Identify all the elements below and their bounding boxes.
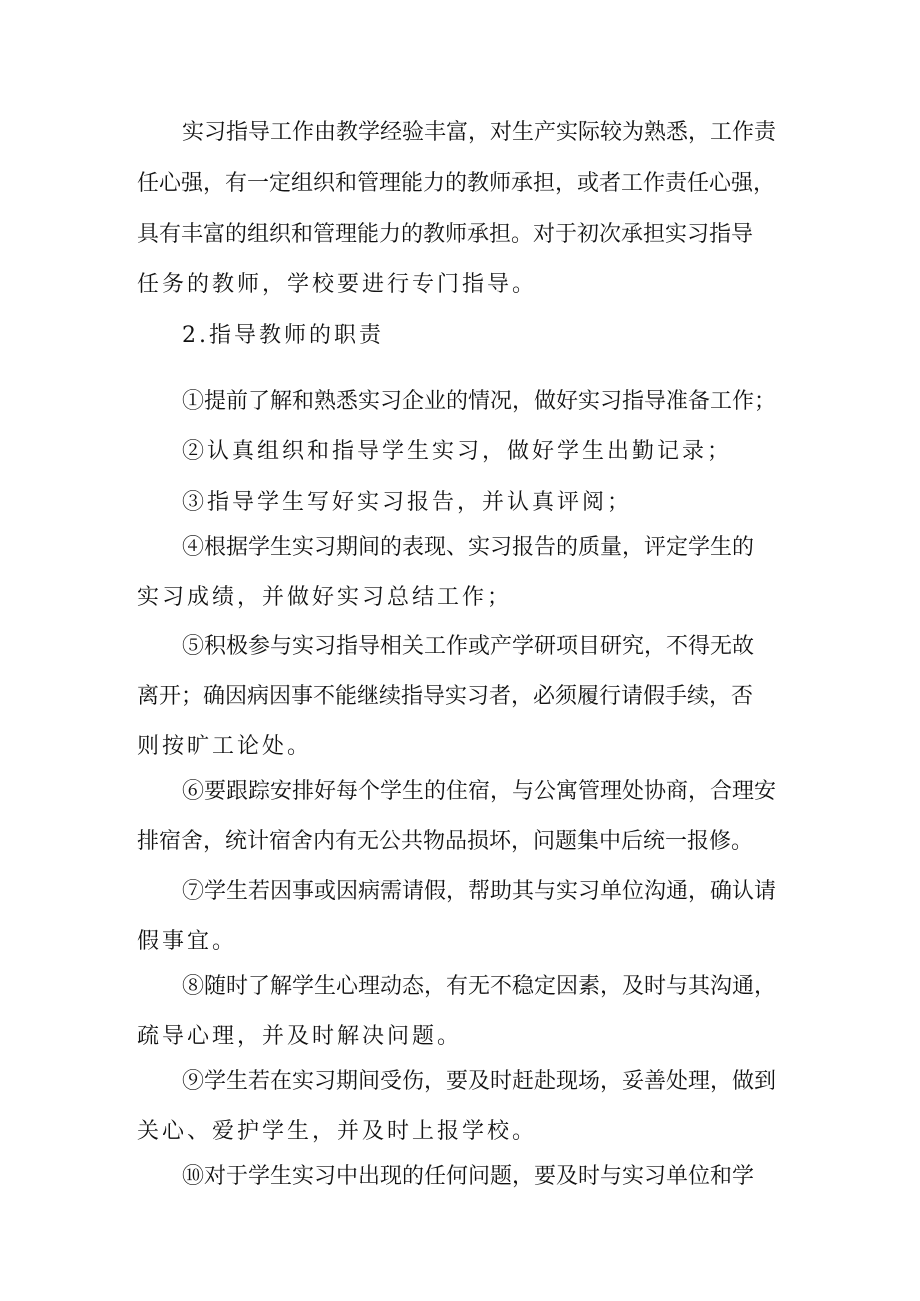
duty-item-5-cont: 离开；确因病因事不能继续指导实习者，必须履行请假手续，否: [137, 684, 754, 709]
duty-item-5-cont: 则按旷工论处。: [137, 734, 313, 759]
paragraph-line: 实习指导工作由教学经验丰富，对生产实际较为熟悉，工作责: [182, 120, 777, 145]
duty-item-5: ⑤积极参与实习指导相关工作或产学研项目研究，不得无故: [182, 634, 755, 659]
duty-item-6-cont: 排宿舍，统计宿舍内有无公共物品损坏，问题集中后统一报修。: [137, 829, 754, 854]
duty-item-8: ⑧随时了解学生心理动态，有无不稳定因素，及时与其沟通，: [182, 974, 777, 999]
duty-item-4-cont: 实习成绩，并做好实习总结工作；: [137, 585, 513, 610]
section-heading: 2.指导教师的职责: [182, 323, 384, 348]
duty-item-7: ⑦学生若因事或因病需请假，帮助其与实习单位沟通，确认请: [182, 879, 777, 904]
duty-item-6: ⑥要跟踪安排好每个学生的住宿，与公寓管理处协商，合理安: [182, 779, 777, 804]
duty-item-1: ①提前了解和熟悉实习企业的情况，做好实习指导准备工作；: [182, 389, 777, 414]
duty-item-9: ⑨学生若在实习期间受伤，要及时赶赴现场，妥善处理，做到: [182, 1069, 777, 1094]
duty-item-8-cont: 疏导心理，并及时解决问题。: [137, 1024, 463, 1049]
paragraph-line: 任心强，有一定组织和管理能力的教师承担，或者工作责任心强，: [137, 171, 776, 196]
duty-item-2: ②认真组织和指导学生实习，做好学生出勤记录；: [182, 439, 733, 464]
duty-item-9-cont: 关心、爱护学生，并及时上报学校。: [137, 1119, 538, 1144]
duty-item-10: ⑩对于学生实习中出现的任何问题，要及时与实习单位和学: [182, 1164, 755, 1189]
duty-item-7-cont: 假事宜。: [137, 929, 238, 954]
duty-item-4: ④根据学生实习期间的表现、实习报告的质量，评定学生的: [182, 535, 755, 560]
paragraph-line: 任务的教师，学校要进行专门指导。: [137, 272, 538, 297]
paragraph-line: 具有丰富的组织和管理能力的教师承担。对于初次承担实习指导: [137, 222, 754, 247]
duty-item-3: ③指导学生写好实习报告，并认真评阅；: [182, 490, 633, 515]
